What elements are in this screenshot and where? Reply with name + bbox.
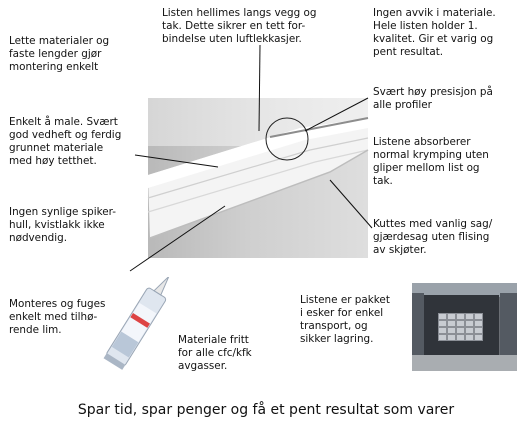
- note-absorb: Listene absorberer normal krymping uten gliper mellom list og tak.: [373, 136, 489, 187]
- cornice-moulding: [148, 118, 368, 238]
- note-saw: Kuttes med vanlig sag/ gjærdesag uten flising av skjøter.: [373, 218, 493, 256]
- note-no-deviation: Ingen avvik i materiale. Hele listen holder 1. kvalitet. Gir et varig og pent resultat.: [373, 7, 496, 58]
- note-glued: Listen hellimes langs vegg og tak. Dette sikrer en tett for- bindelse uten luftlekkasjer.: [162, 7, 317, 45]
- note-no-nails: Ingen synlige spiker- hull, kvistlakk ikke nødvendig.: [9, 206, 117, 244]
- van-photo: [412, 283, 517, 371]
- caption: Spar tid, spar penger og få et pent resultat som varer: [77, 402, 455, 418]
- note-mount: Monteres og fuges enkelt med tilhø- rende lim.: [9, 298, 106, 336]
- note-packed: Listene er pakket i esker for enkel transport, og sikker lagring.: [300, 294, 390, 345]
- note-lightweight: Lette materialer og faste lengder gjør montering enkelt: [9, 35, 110, 73]
- note-paint: Enkelt å male. Svært god vedheft og ferdig grunnet materiale med høy tetthet.: [9, 116, 122, 167]
- leader-saw: [330, 180, 372, 228]
- note-cfc: Materiale fritt for alle cfc/kfk avgasser.: [178, 334, 252, 372]
- leader-top-center: [259, 45, 260, 131]
- note-precision: Svært høy presisjon på alle profiler: [373, 86, 493, 111]
